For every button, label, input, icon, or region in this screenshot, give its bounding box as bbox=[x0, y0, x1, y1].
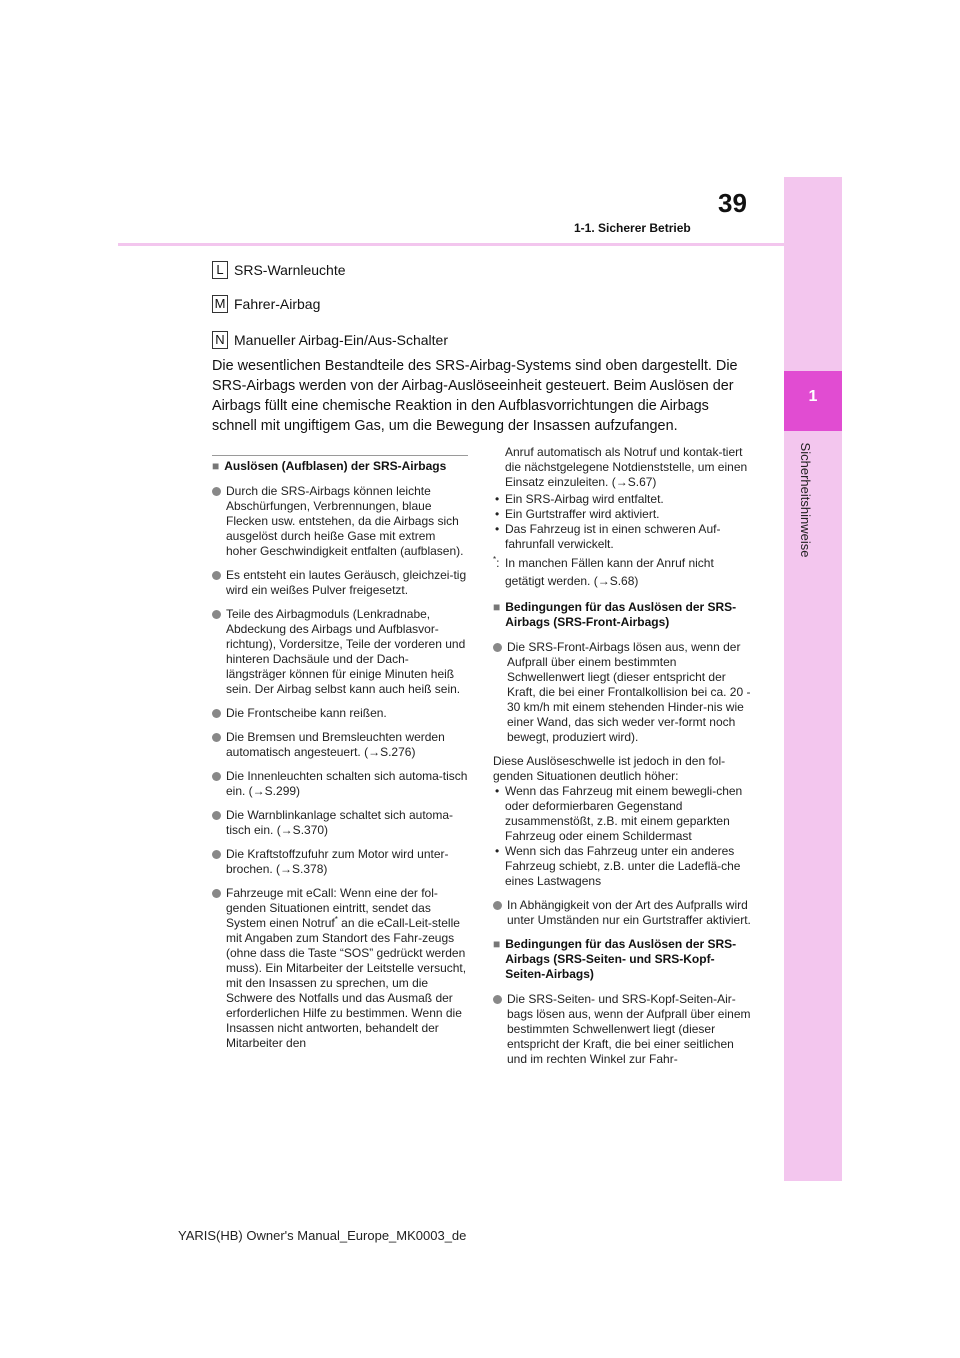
paragraph: Diese Auslöseschwelle ist jedoch in den fol-genden Situationen deutlich höher: bbox=[493, 754, 726, 783]
bullet-dot-icon bbox=[212, 772, 221, 781]
legend-item-n bbox=[212, 331, 448, 349]
header-divider bbox=[118, 243, 784, 246]
list-item: Durch die SRS-Airbags können leichte Abschürfungen, Verbrennungen, blaue Flecken usw. entstehen, da die Airbags sich ausgelöst durch heiße Gase mit extrem hoher Geschwindigkeit entfalten (aufblasen). bbox=[212, 484, 468, 559]
sub-list-item: • Wenn das Fahrzeug mit einem bewegli-chen oder deformierbaren Gegenstand zusammenstößt, z.B. mit einem geparkten Fahrzeug oder einem Schildermast bbox=[495, 784, 743, 843]
list-item: Die Kraftstoffzufuhr zum Motor wird unter-brochen. (→S.378) bbox=[212, 847, 468, 877]
legend-label: Fahrer-Airbag bbox=[234, 296, 321, 312]
bullet-dot-icon bbox=[212, 850, 221, 859]
list-item: Die Warnblinkanlage schaltet sich automa-tisch ein. (→S.370) bbox=[212, 808, 468, 838]
footer-text: YARIS(HB) Owner's Manual_Europe_MK0003_de bbox=[178, 1228, 467, 1243]
section-heading: ■ Bedingungen für das Auslösen der SRS-Airbags (SRS-Front-Airbags) bbox=[493, 600, 737, 629]
bullet-dot-icon bbox=[493, 643, 502, 652]
list-item: Die SRS-Seiten- und SRS-Kopf-Seiten-Air-bags lösen aus, wenn der Aufprall über einem bestimmten Schwellenwert liegt (dieser entspricht der Kraft, die bei einer seitlichen und im rechten Winkel zur Fahr- bbox=[493, 992, 753, 1067]
square-bullet-icon: ■ bbox=[493, 600, 501, 614]
list-item: Teile des Airbagmoduls (Lenkradnabe, Abdeckung des Airbags und Aufblasvor-richtung), Vordersitze, Teile der vorderen und hinteren Dachsäule und der Dach-längsträger können für einige Minuten heiß sein. Der Airbag selbst kann auch heiß sein. bbox=[212, 607, 468, 697]
bullet-dot-icon bbox=[212, 610, 221, 619]
bullet-dot-icon bbox=[212, 487, 221, 496]
legend-key-m: M bbox=[212, 295, 228, 313]
bullet-dot-icon bbox=[493, 995, 502, 1004]
legend-key-n: N bbox=[212, 331, 228, 349]
sub-list-item: • Ein Gurtstraffer wird aktiviert. bbox=[495, 507, 660, 521]
section-heading: ■ Bedingungen für das Auslösen der SRS-Airbags (SRS-Seiten- und SRS-Kopf-Seiten-Airbags) bbox=[493, 937, 737, 981]
chapter-side-tab bbox=[784, 177, 842, 1181]
section-heading: ■ Auslösen (Aufblasen) der SRS-Airbags bbox=[212, 459, 447, 473]
left-column bbox=[212, 459, 468, 1060]
continuation-text: Anruf automatisch als Notruf und kontak-tiert die nächstgelegene Notdienststelle, um einen Einsatz einzuleiten. (→S.67) bbox=[505, 445, 748, 489]
legend-item-m bbox=[212, 295, 320, 313]
legend-label: SRS-Warnleuchte bbox=[234, 262, 346, 278]
sub-list-item: • Das Fahrzeug ist in einen schweren Auf-fahrunfall verwickelt. bbox=[495, 522, 721, 551]
bullet-dot-icon bbox=[212, 733, 221, 742]
bullet-dot-icon bbox=[212, 811, 221, 820]
legend-item-l bbox=[212, 261, 346, 279]
footnote-marker: * bbox=[334, 915, 338, 924]
bullet-dot-icon bbox=[212, 889, 221, 898]
right-column bbox=[493, 445, 753, 1076]
column-divider bbox=[212, 455, 468, 456]
legend-key-l: L bbox=[212, 261, 228, 279]
footnote: *: In manchen Fällen kann der Anruf nicht getätigt werden. (→S.68) bbox=[493, 555, 714, 588]
list-item: Die Frontscheibe kann reißen. bbox=[212, 706, 468, 721]
list-item: In Abhängigkeit von der Art des Aufpralls wird unter Umständen nur ein Gurtstraffer aktiviert. bbox=[493, 898, 753, 928]
list-item: Die Innenleuchten schalten sich automa-tisch ein. (→S.299) bbox=[212, 769, 468, 799]
bullet-dot-icon bbox=[493, 901, 502, 910]
legend-label: Manueller Airbag-Ein/Aus-Schalter bbox=[234, 332, 448, 348]
intro-paragraph: Die wesentlichen Bestandteile des SRS-Airbag-Systems sind oben dargestellt. Die SRS-Airbags werden von der Airbag-Auslöseeinheit gesteuert. Beim Auslösen der Airbags füllt eine chemische Reaktion in den Aufblasvorrichtungen die Airbags schnell mit ungiftigem Gas, um die Bewegung der Insassen aufzufangen. bbox=[212, 358, 738, 434]
list-item: Es entsteht ein lautes Geräusch, gleichzei-tig wird ein weißes Pulver freigesetzt. bbox=[212, 568, 468, 598]
bullet-dot-icon bbox=[212, 571, 221, 580]
ecall-list-item: Fahrzeuge mit eCall: Wenn eine der fol-genden Situationen eintritt, sendet das System einen Notruf* an die eCall-Leit-stelle mit Angaben zum Standort des Fahr-zeugs (ohne dass die Taste “SOS” gedrückt werden muss). Ein Mitarbeiter der Leitstelle versucht, mit den Insassen zu sprechen, um die Schwere des Notfalls und das Ausmaß der erforderlichen Hilfe zu bestimmen. Wenn die Insassen nicht antworten, behandelt der Mitarbeiter den bbox=[212, 886, 468, 1051]
square-bullet-icon: ■ bbox=[493, 937, 501, 951]
sub-list-item: • Wenn sich das Fahrzeug unter ein anderes Fahrzeug schiebt, z.B. unter die Ladeflä-che eines Lastwagens bbox=[495, 844, 741, 888]
chapter-number: 1 bbox=[808, 388, 818, 405]
bullet-dot-icon bbox=[212, 709, 221, 718]
square-bullet-icon: ■ bbox=[212, 459, 220, 473]
chapter-label: Sicherheitshinweise bbox=[798, 442, 813, 558]
list-item: Die SRS-Front-Airbags lösen aus, wenn der Aufprall über einem bestimmten Schwellenwert liegt (dieser entspricht der Kraft, die bei einer Frontalkollision bei ca. 20 - 30 km/h mit einem stehenden Hinder-nis wie einer Wand, das sich weder ver-formt noch bewegt, produziert wird). bbox=[493, 640, 753, 745]
page-number: 39 bbox=[718, 188, 747, 218]
list-item: Die Bremsen und Bremsleuchten werden automatisch angesteuert. (→S.276) bbox=[212, 730, 468, 760]
sub-list-item: • Ein SRS-Airbag wird entfaltet. bbox=[495, 492, 664, 506]
section-title: 1-1. Sicherer Betrieb bbox=[574, 221, 691, 235]
